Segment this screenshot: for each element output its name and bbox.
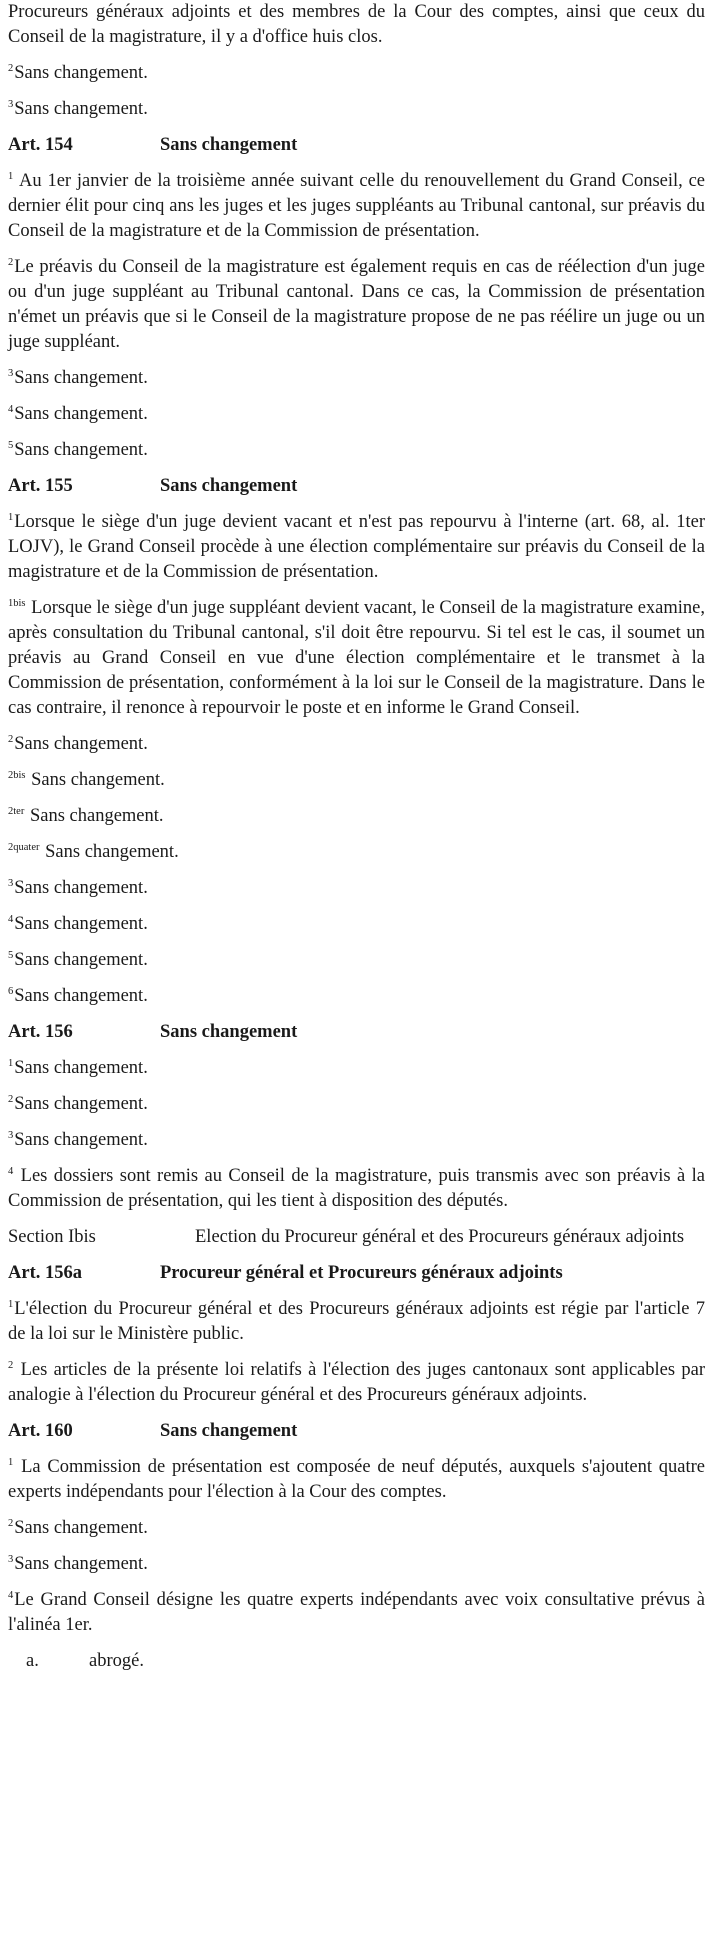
article-heading-154 (8, 133, 705, 158)
intro-paragraph: Procureurs généraux adjoints et des membres de la Cour des comptes, ainsi que ceux du Conseil de la magistrature, il y a d'office huis clos. (8, 2, 705, 47)
paragraph-number: 1 (8, 1457, 14, 1468)
paragraph-number: 2ter (8, 806, 25, 817)
article-title: Sans changement (160, 135, 298, 155)
paragraph-3: $^3$Sans changement. (8, 99, 148, 119)
paragraph-number: 2 (8, 1360, 14, 1371)
paragraph-number: 2quater (8, 842, 40, 853)
paragraph: $^3$Sans changement. (8, 368, 148, 388)
list-letter: a. (26, 1651, 39, 1671)
article-number: Art. 156 (8, 1022, 73, 1042)
paragraph: $^3$Sans changement. (8, 1554, 148, 1574)
paragraph-number: 2 (8, 63, 14, 74)
paragraph-number: 2 (8, 257, 14, 268)
paragraph: $^2$Le préavis du Conseil de la magistrature est également requis en cas de réélection d'un juge ou d'un juge suppléant au Tribunal cantonal. Dans ce cas, la Commission de présentation n'émet un préavis que si le Conseil de la magistrature propose de ne pas réélire un juge ou un juge suppléant. (8, 257, 705, 352)
paragraph: $^2$ Les articles de la présente loi relatifs à l'élection des juges cantonaux sont applicables par analogie à l'élection du Procureur général et des Procureurs généraux adjoints. (8, 1360, 705, 1405)
paragraph-number: 3 (8, 368, 14, 379)
paragraph: $^6$Sans changement. (8, 986, 148, 1006)
paragraph-number: 2bis (8, 770, 26, 781)
paragraph-number: 3 (8, 1554, 14, 1565)
paragraph: $^2$Sans changement. (8, 1518, 148, 1538)
paragraph: $^3$Sans changement. (8, 1130, 148, 1150)
paragraph-number: 1 (8, 512, 14, 523)
paragraph: $^4$Sans changement. (8, 914, 148, 934)
paragraph: $^1$ Au 1er janvier de la troisième année suivant celle du renouvellement du Grand Conseil, ce dernier élit pour cinq ans les juges et les juges suppléants au Tribunal cantonal, sur préavis du Conseil de la magistrature et de la Commission de présentation. (8, 171, 705, 241)
paragraph: $^1$ La Commission de présentation est composée de neuf députés, auxquels s'ajoutent quatre experts indépendants pour l'élection à la Cour des comptes. (8, 1457, 705, 1502)
paragraph-number: 2 (8, 1518, 14, 1529)
article-title: Sans changement (160, 1421, 298, 1441)
paragraph-number: 1bis (8, 598, 26, 609)
paragraph-number: 1 (8, 171, 14, 182)
paragraph: $^{2quater}$ Sans changement. (8, 842, 179, 862)
paragraph-2: $^2$Sans changement. (8, 63, 148, 83)
section-number: Section Ibis (8, 1227, 96, 1247)
paragraph: $^{1bis}$ Lorsque le siège d'un juge suppléant devient vacant, le Conseil de la magistrature examine, après consultation du Tribunal cantonal, s'il doit être repourvu. Si tel est le cas, il soumet un préavis au Grand Conseil en vue d'une élection complémentaire et le transmet à la Commission de présentation, conformément à la loi sur le Conseil de la magistrature. Dans le cas contraire, il renonce à repourvoir le poste et en informe le Grand Conseil. (8, 598, 705, 718)
section-title: Election du Procureur général et des Procureurs généraux adjoints (195, 1227, 685, 1247)
paragraph-number: 2 (8, 1094, 14, 1105)
article-number: Art. 160 (8, 1421, 73, 1441)
paragraph-number: 3 (8, 1130, 14, 1141)
paragraph-number: 5 (8, 440, 14, 451)
paragraph: $^5$Sans changement. (8, 440, 148, 460)
section-heading (8, 1225, 705, 1250)
article-number: Art. 154 (8, 135, 73, 155)
paragraph: $^{2bis}$ Sans changement. (8, 770, 165, 790)
paragraph: $^2$Sans changement. (8, 734, 148, 754)
paragraph: $^4$Sans changement. (8, 404, 148, 424)
article-heading-160 (8, 1419, 705, 1444)
paragraph-number: 3 (8, 99, 14, 110)
paragraph: $^{2ter}$ Sans changement. (8, 806, 164, 826)
paragraph: $^4$ Les dossiers sont remis au Conseil de la magistrature, puis transmis avec son préavis à la Commission de présentation, qui les tient à disposition des députés. (8, 1166, 705, 1211)
article-heading-156 (8, 1020, 705, 1045)
article-number: Art. 156a (8, 1263, 82, 1283)
paragraph: $^2$Sans changement. (8, 1094, 148, 1114)
paragraph-number: 4 (8, 1590, 14, 1601)
article-title: Sans changement (160, 476, 298, 496)
article-title: Sans changement (160, 1022, 298, 1042)
paragraph-number: 4 (8, 1166, 14, 1177)
paragraph-number: 5 (8, 950, 14, 961)
document-body (8, 0, 705, 1685)
paragraph: $^1$Lorsque le siège d'un juge devient vacant et n'est pas repourvu à l'interne (art. 68, al. 1ter LOJV), le Grand Conseil procède à une élection complémentaire sur préavis du Conseil de la magistrature et de la Commission de présentation. (8, 512, 705, 582)
paragraph-number: 4 (8, 404, 14, 415)
paragraph: $^3$Sans changement. (8, 878, 148, 898)
article-number: Art. 155 (8, 476, 73, 496)
list-item (8, 1649, 705, 1674)
paragraph: $^1$Sans changement. (8, 1058, 148, 1078)
list-text: abrogé. (89, 1651, 144, 1671)
paragraph-number: 6 (8, 986, 14, 997)
article-heading-155 (8, 474, 705, 499)
paragraph: $^1$L'élection du Procureur général et des Procureurs généraux adjoints est régie par l'article 7 de la loi sur le Ministère public. (8, 1299, 705, 1344)
paragraph-number: 3 (8, 878, 14, 889)
article-heading-156a (8, 1261, 705, 1286)
paragraph-number: 2 (8, 734, 14, 745)
article-title: Procureur général et Procureurs généraux adjoints (160, 1263, 563, 1283)
paragraph-number: 4 (8, 914, 14, 925)
paragraph: $^5$Sans changement. (8, 950, 148, 970)
paragraph-number: 1 (8, 1299, 14, 1310)
paragraph-number: 1 (8, 1058, 14, 1069)
paragraph: $^4$Le Grand Conseil désigne les quatre experts indépendants avec voix consultative prévus à l'alinéa 1er. (8, 1590, 705, 1635)
